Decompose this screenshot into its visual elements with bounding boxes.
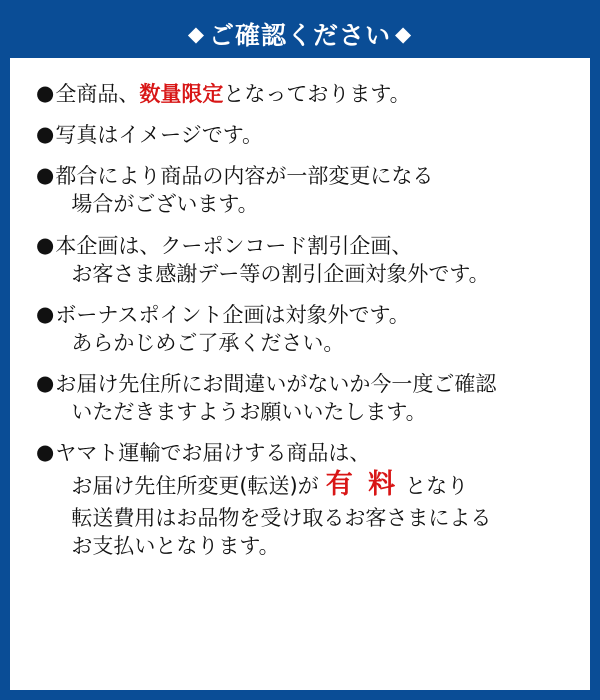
list-item [36, 121, 564, 149]
text-segment: 都合により商品の内容が一部変更になる [55, 164, 434, 189]
highlight-segment: 数量限定 [139, 82, 224, 106]
bullet-icon: ● [36, 301, 55, 326]
list-item [36, 439, 564, 560]
page-title: ご確認ください [208, 21, 391, 50]
notice-list [10, 58, 590, 560]
text-line [55, 232, 564, 260]
bullet-icon: ● [36, 81, 55, 105]
text-line [55, 467, 564, 503]
diamond-right-icon: ◆ [395, 21, 413, 46]
text-segment: お届け先住所にお間違いがないか今一度ご確認 [55, 372, 497, 396]
list-item-text [55, 370, 564, 426]
list-item-text [55, 301, 564, 357]
list-item [36, 301, 564, 357]
text-segment: 本企画は、クーポンコード割引企画、 [55, 233, 413, 258]
text-segment: お届け先住所変更(転送)が [71, 474, 319, 499]
list-item [36, 370, 564, 426]
list-item-text [55, 232, 564, 288]
text-segment: 全商品、 [55, 82, 140, 106]
text-line [55, 121, 564, 149]
list-item-text [55, 162, 564, 218]
bullet-icon: ● [36, 122, 55, 147]
text-segment: お客さま感謝デー等の割引企画対象外です。 [71, 261, 490, 286]
text-line [55, 162, 564, 190]
text-line [55, 190, 564, 218]
text-line [55, 532, 564, 560]
bullet-icon: ● [36, 163, 55, 188]
text-line [55, 398, 564, 426]
bullet-icon: ● [36, 440, 55, 465]
list-item-text [55, 80, 564, 108]
text-line [55, 504, 564, 532]
list-item [36, 232, 564, 288]
text-line [55, 370, 564, 398]
text-segment: ヤマト運輸でお届けする商品は、 [55, 441, 371, 466]
text-segment: いただきますようお願いいたします。 [71, 400, 427, 425]
text-segment: となっております。 [223, 82, 411, 106]
text-segment: となり [405, 474, 469, 499]
text-line [55, 329, 564, 357]
text-line [55, 301, 564, 329]
text-segment: お支払いとなります。 [71, 533, 280, 558]
text-line [55, 80, 564, 108]
banner-header [10, 10, 590, 58]
text-segment: 写真はイメージです。 [55, 123, 264, 148]
text-segment: あらかじめご了承ください。 [71, 330, 345, 355]
bullet-icon: ● [36, 232, 55, 257]
list-item-text [55, 121, 564, 149]
list-item [36, 80, 564, 108]
text-segment: ボーナスポイント企画は対象外です。 [55, 302, 410, 327]
text-line [55, 260, 564, 288]
list-item-text [55, 439, 564, 560]
text-segment: 場合がございます。 [71, 192, 259, 217]
highlight-segment: 有 料 [325, 469, 399, 501]
list-item [36, 162, 564, 218]
text-line [55, 439, 564, 467]
text-segment: 転送費用はお品物を受け取るお客さまによる [71, 505, 492, 530]
bullet-icon: ● [36, 371, 55, 395]
diamond-left-icon: ◆ [187, 21, 205, 46]
